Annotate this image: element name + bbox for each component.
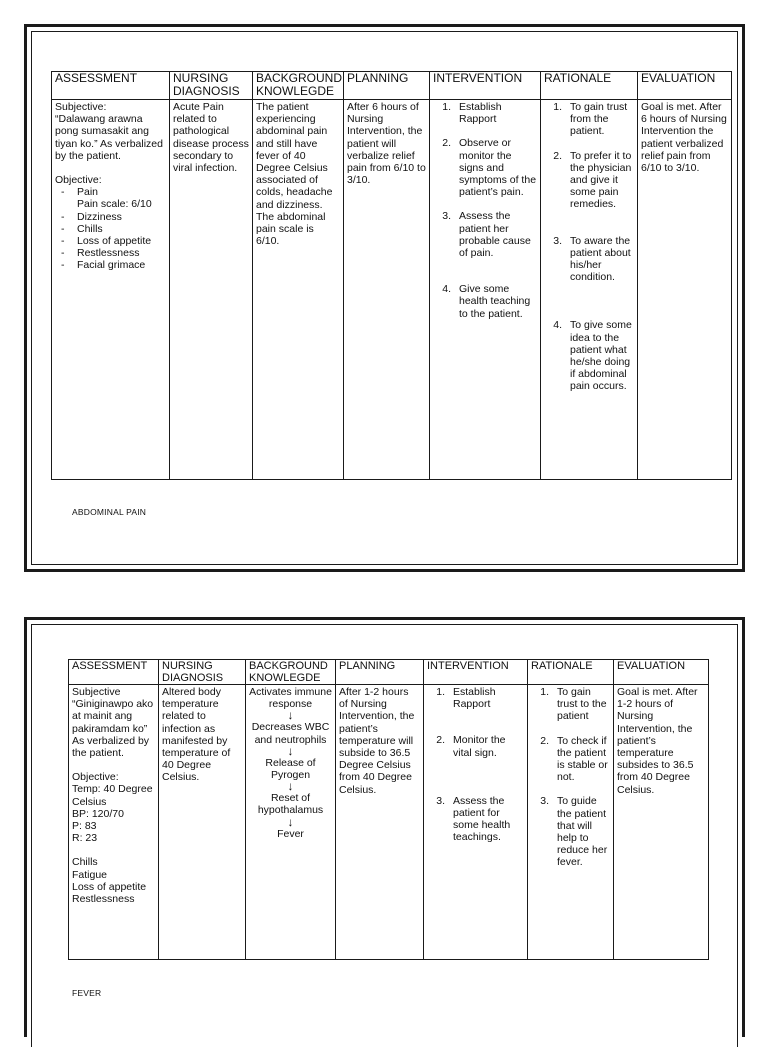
background-cell: The patient experiencing abdominal pain and still have fever of 40 Degree Celsius associated of colds, headache and dizziness. The abdominal pain scale is 6/10. <box>253 100 344 480</box>
list-item: 2. Observe or monitor the signs and symptoms of the patient’s pain. <box>442 137 537 199</box>
intervention-cell <box>430 100 541 480</box>
list-item: - Dizziness <box>61 210 122 223</box>
list-item: 3. To aware the patient about his/her condition. <box>553 234 631 284</box>
list-item: 3. Assess the patient her probable cause of pain. <box>442 210 531 260</box>
header-rationale: RATIONALE <box>528 660 614 685</box>
list-item: 1. To gain trust from the patient. <box>553 101 628 138</box>
list-item: 1. To gain trust to the patient <box>540 686 607 723</box>
list-item: 1. Establish Rapport <box>442 101 502 126</box>
objective-list <box>55 186 166 271</box>
list-item: 3. To guide the patient that will help to reduce her fever. <box>540 795 608 869</box>
down-arrow-icon: ↓ <box>287 708 294 723</box>
table-row <box>69 685 709 960</box>
nursing-care-plan-table-abdominal-pain <box>51 71 732 480</box>
header-intervention: INTERVENTION <box>424 660 528 685</box>
objective-label: Objective: <box>55 174 102 187</box>
vital-resp: R: 23 <box>72 832 98 845</box>
flow-step: Decreases WBC and neutrophils <box>251 721 330 746</box>
nursing-care-plan-table-fever <box>68 659 709 960</box>
header-nursing-diagnosis: NURSING DIAGNOSIS <box>159 660 246 685</box>
flow-step: Activates immune response <box>249 686 332 711</box>
list-item: - Chills <box>61 222 103 235</box>
flow-step: Fever <box>277 827 304 840</box>
subjective-quote: “Giniginawpo ako at mainit ang pakiramdam ko” As verbalized by the patient. <box>72 698 154 760</box>
header-planning: PLANNING <box>336 660 424 685</box>
header-planning: PLANNING <box>344 72 430 100</box>
caption-fever: FEVER <box>72 988 102 998</box>
vital-bp: BP: 120/70 <box>72 807 124 820</box>
table-row <box>52 100 732 480</box>
list-item: - Pain <box>61 186 99 199</box>
list-item: - Facial grimace <box>61 259 146 272</box>
vital-temp: Temp: 40 Degree Celsius <box>72 783 153 808</box>
list-item: - Loss of appetite <box>61 235 152 248</box>
intervention-cell <box>424 685 528 960</box>
symptom: Restlessness <box>72 893 135 906</box>
document-page-2 <box>24 617 745 1037</box>
evaluation-cell: Goal is met. After 6 hours of Nursing Intervention the patient verbalized relief pain from 6/10 to 3/10. <box>638 100 732 480</box>
assessment-cell <box>52 100 170 480</box>
planning-cell: After 1-2 hours of Nursing Intervention, the patient’s temperature will subside to 36.5 Degree Celsius from 40 Degree Celsius. <box>336 685 424 960</box>
header-evaluation: EVALUATION <box>614 660 709 685</box>
diagnosis-cell: Acute Pain related to pathological disease process secondary to viral infection. <box>170 100 253 480</box>
header-background-knowledge: BACKGROUND KNOWLEGDE <box>246 660 336 685</box>
rationale-list <box>544 101 634 393</box>
list-item: 2. To prefer it to the physician and give it some pain remedies. <box>553 149 632 211</box>
list-item: 2. To check if the patient is stable or not. <box>540 734 608 784</box>
rationale-list <box>531 686 610 869</box>
list-item: - Restlessness <box>61 247 140 260</box>
header-assessment: ASSESSMENT <box>69 660 159 685</box>
subjective-quote: “Dalawang arawna pong sumasakit ang tiyan ko.” As verbalized by the patient. <box>55 113 163 162</box>
flow-step: Release of Pyrogen <box>265 756 316 782</box>
list-item: 4. Give some health teaching to the patient. <box>442 283 531 320</box>
table-header-row <box>69 660 709 685</box>
list-item: 4. To give some idea to the patient what he/she doing if abdominal pain occurs. <box>553 319 632 393</box>
assessment-cell <box>69 685 159 960</box>
background-flow-cell <box>246 685 336 960</box>
list-item: 2. Monitor the vital sign. <box>436 734 506 759</box>
symptom: Loss of appetite <box>72 880 147 893</box>
down-arrow-icon: ↓ <box>287 814 294 829</box>
list-item: 1. Establish Rapport <box>436 686 496 711</box>
document-page-1 <box>24 24 745 572</box>
rationale-cell <box>541 100 638 480</box>
vital-pulse: P: 83 <box>72 820 97 833</box>
header-rationale: RATIONALE <box>541 72 638 100</box>
planning-cell: After 6 hours of Nursing Intervention, the patient will verbalize relief pain from 6/10 to 3/10. <box>344 100 430 480</box>
header-assessment: ASSESSMENT <box>52 72 170 100</box>
rationale-cell <box>528 685 614 960</box>
intervention-list <box>427 686 524 844</box>
header-nursing-diagnosis: NURSING DIAGNOSIS <box>170 72 253 100</box>
down-arrow-icon: ↓ <box>287 779 294 794</box>
table-header-row <box>52 72 732 100</box>
evaluation-cell: Goal is met. After 1-2 hours of Nursing Intervention, the patient’s temperature subsides to 36.5 from 40 Degree Celsius. <box>614 685 709 960</box>
caption-abdominal-pain: ABDOMINAL PAIN <box>72 507 147 517</box>
list-item: 3. Assess the patient for some health teachings. <box>436 794 511 844</box>
objective-label: Objective: <box>72 771 119 784</box>
header-background-knowledge: BACKGROUND KNOWLEGDE <box>253 72 344 100</box>
down-arrow-icon: ↓ <box>287 743 294 758</box>
diagnosis-cell: Altered body temperature related to infection as manifested by temperature of 40 Degree Celsius. <box>159 685 246 960</box>
flow-step: Reset of hypothalamus <box>257 792 324 817</box>
header-intervention: INTERVENTION <box>430 72 541 100</box>
subjective-label: Subjective <box>72 686 121 698</box>
subjective-label: Subjective: <box>55 101 107 113</box>
symptom: Chills <box>72 856 98 869</box>
header-evaluation: EVALUATION <box>638 72 732 100</box>
symptom: Fatigue <box>72 868 108 881</box>
list-item: Pain scale: 6/10 <box>77 198 152 211</box>
intervention-list <box>433 101 537 320</box>
